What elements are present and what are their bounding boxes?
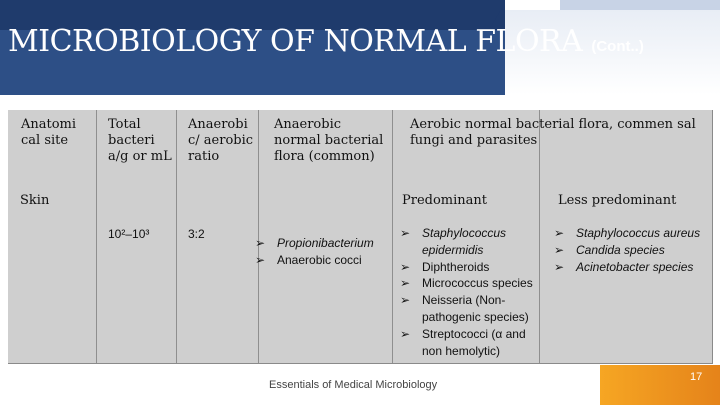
subheader-predominant: Predominant	[402, 193, 488, 208]
arrow-bullet-icon: ➢	[255, 252, 266, 267]
arrow-bullet-icon: ➢	[255, 236, 266, 250]
list-item-text: Streptococci (α and non hemolytic)	[422, 326, 526, 358]
arrow-bullet-icon: ➢	[400, 226, 411, 240]
ratio-value: 3:2	[188, 227, 205, 241]
less-predominant-list	[554, 225, 712, 275]
arrow-bullet-icon: ➢	[554, 242, 565, 257]
footer-source: Essentials of Medical Microbiology	[269, 379, 438, 391]
anaerobic-flora-list	[255, 235, 390, 269]
arrow-bullet-icon: ➢	[400, 326, 411, 341]
list-item	[400, 225, 538, 259]
list-item	[554, 225, 712, 242]
slide-title-sub: (Cont..)	[591, 38, 644, 55]
header-anaerobic-aerobic-ratio: Anaerobi c/ aerobic ratio	[188, 117, 254, 164]
list-item	[554, 242, 712, 259]
header-anaerobic-flora: Anaerobic normal bacterial flora (common)	[274, 117, 384, 164]
header-right-strip	[560, 0, 720, 10]
list-item	[400, 326, 538, 360]
predominant-list	[400, 225, 538, 359]
list-item-text: Anaerobic cocci	[277, 252, 362, 267]
list-item-text: Diphtheroids	[422, 259, 490, 274]
row-site-label: Skin	[20, 193, 50, 208]
header-aerobic-flora: Aerobic normal bacterial flora, commen sal fungi and parasites	[410, 117, 696, 148]
list-item	[255, 252, 390, 269]
list-item	[554, 259, 712, 276]
slide-title-main: MICROBIOLOGY OF NORMAL FLORA	[8, 24, 583, 59]
list-item	[400, 275, 538, 292]
page-number: 17	[690, 371, 703, 383]
arrow-bullet-icon: ➢	[554, 226, 565, 240]
list-item-text: Micrococcus species	[422, 276, 533, 291]
list-item	[255, 235, 390, 252]
arrow-bullet-icon: ➢	[400, 259, 411, 274]
list-item	[400, 259, 538, 276]
list-item-text: Candida species	[576, 242, 665, 257]
column-divider	[392, 110, 393, 363]
header-anatomical-site: Anatomi cal site	[21, 117, 77, 148]
list-item-text: Propionibacterium	[277, 236, 374, 250]
flora-table	[8, 110, 713, 364]
list-item-text: Staphylococcus aureus	[576, 226, 701, 240]
list-item	[400, 292, 538, 326]
arrow-bullet-icon: ➢	[400, 276, 411, 291]
header-total-bacteria: Total bacteri a/g or mL	[108, 117, 172, 164]
column-divider	[176, 110, 177, 363]
slide-title	[8, 26, 644, 63]
column-divider	[96, 110, 97, 363]
total-bacteria-value: 10²–10³	[108, 227, 150, 241]
list-item-text: Neisseria (Non-pathogenic species)	[422, 293, 529, 324]
subheader-less-predominant: Less predominant	[558, 193, 677, 208]
arrow-bullet-icon: ➢	[400, 293, 411, 308]
list-item-text: Staphylococcus epidermidis	[422, 226, 507, 257]
arrow-bullet-icon: ➢	[554, 259, 565, 274]
list-item-text: Acinetobacter species	[576, 259, 694, 274]
